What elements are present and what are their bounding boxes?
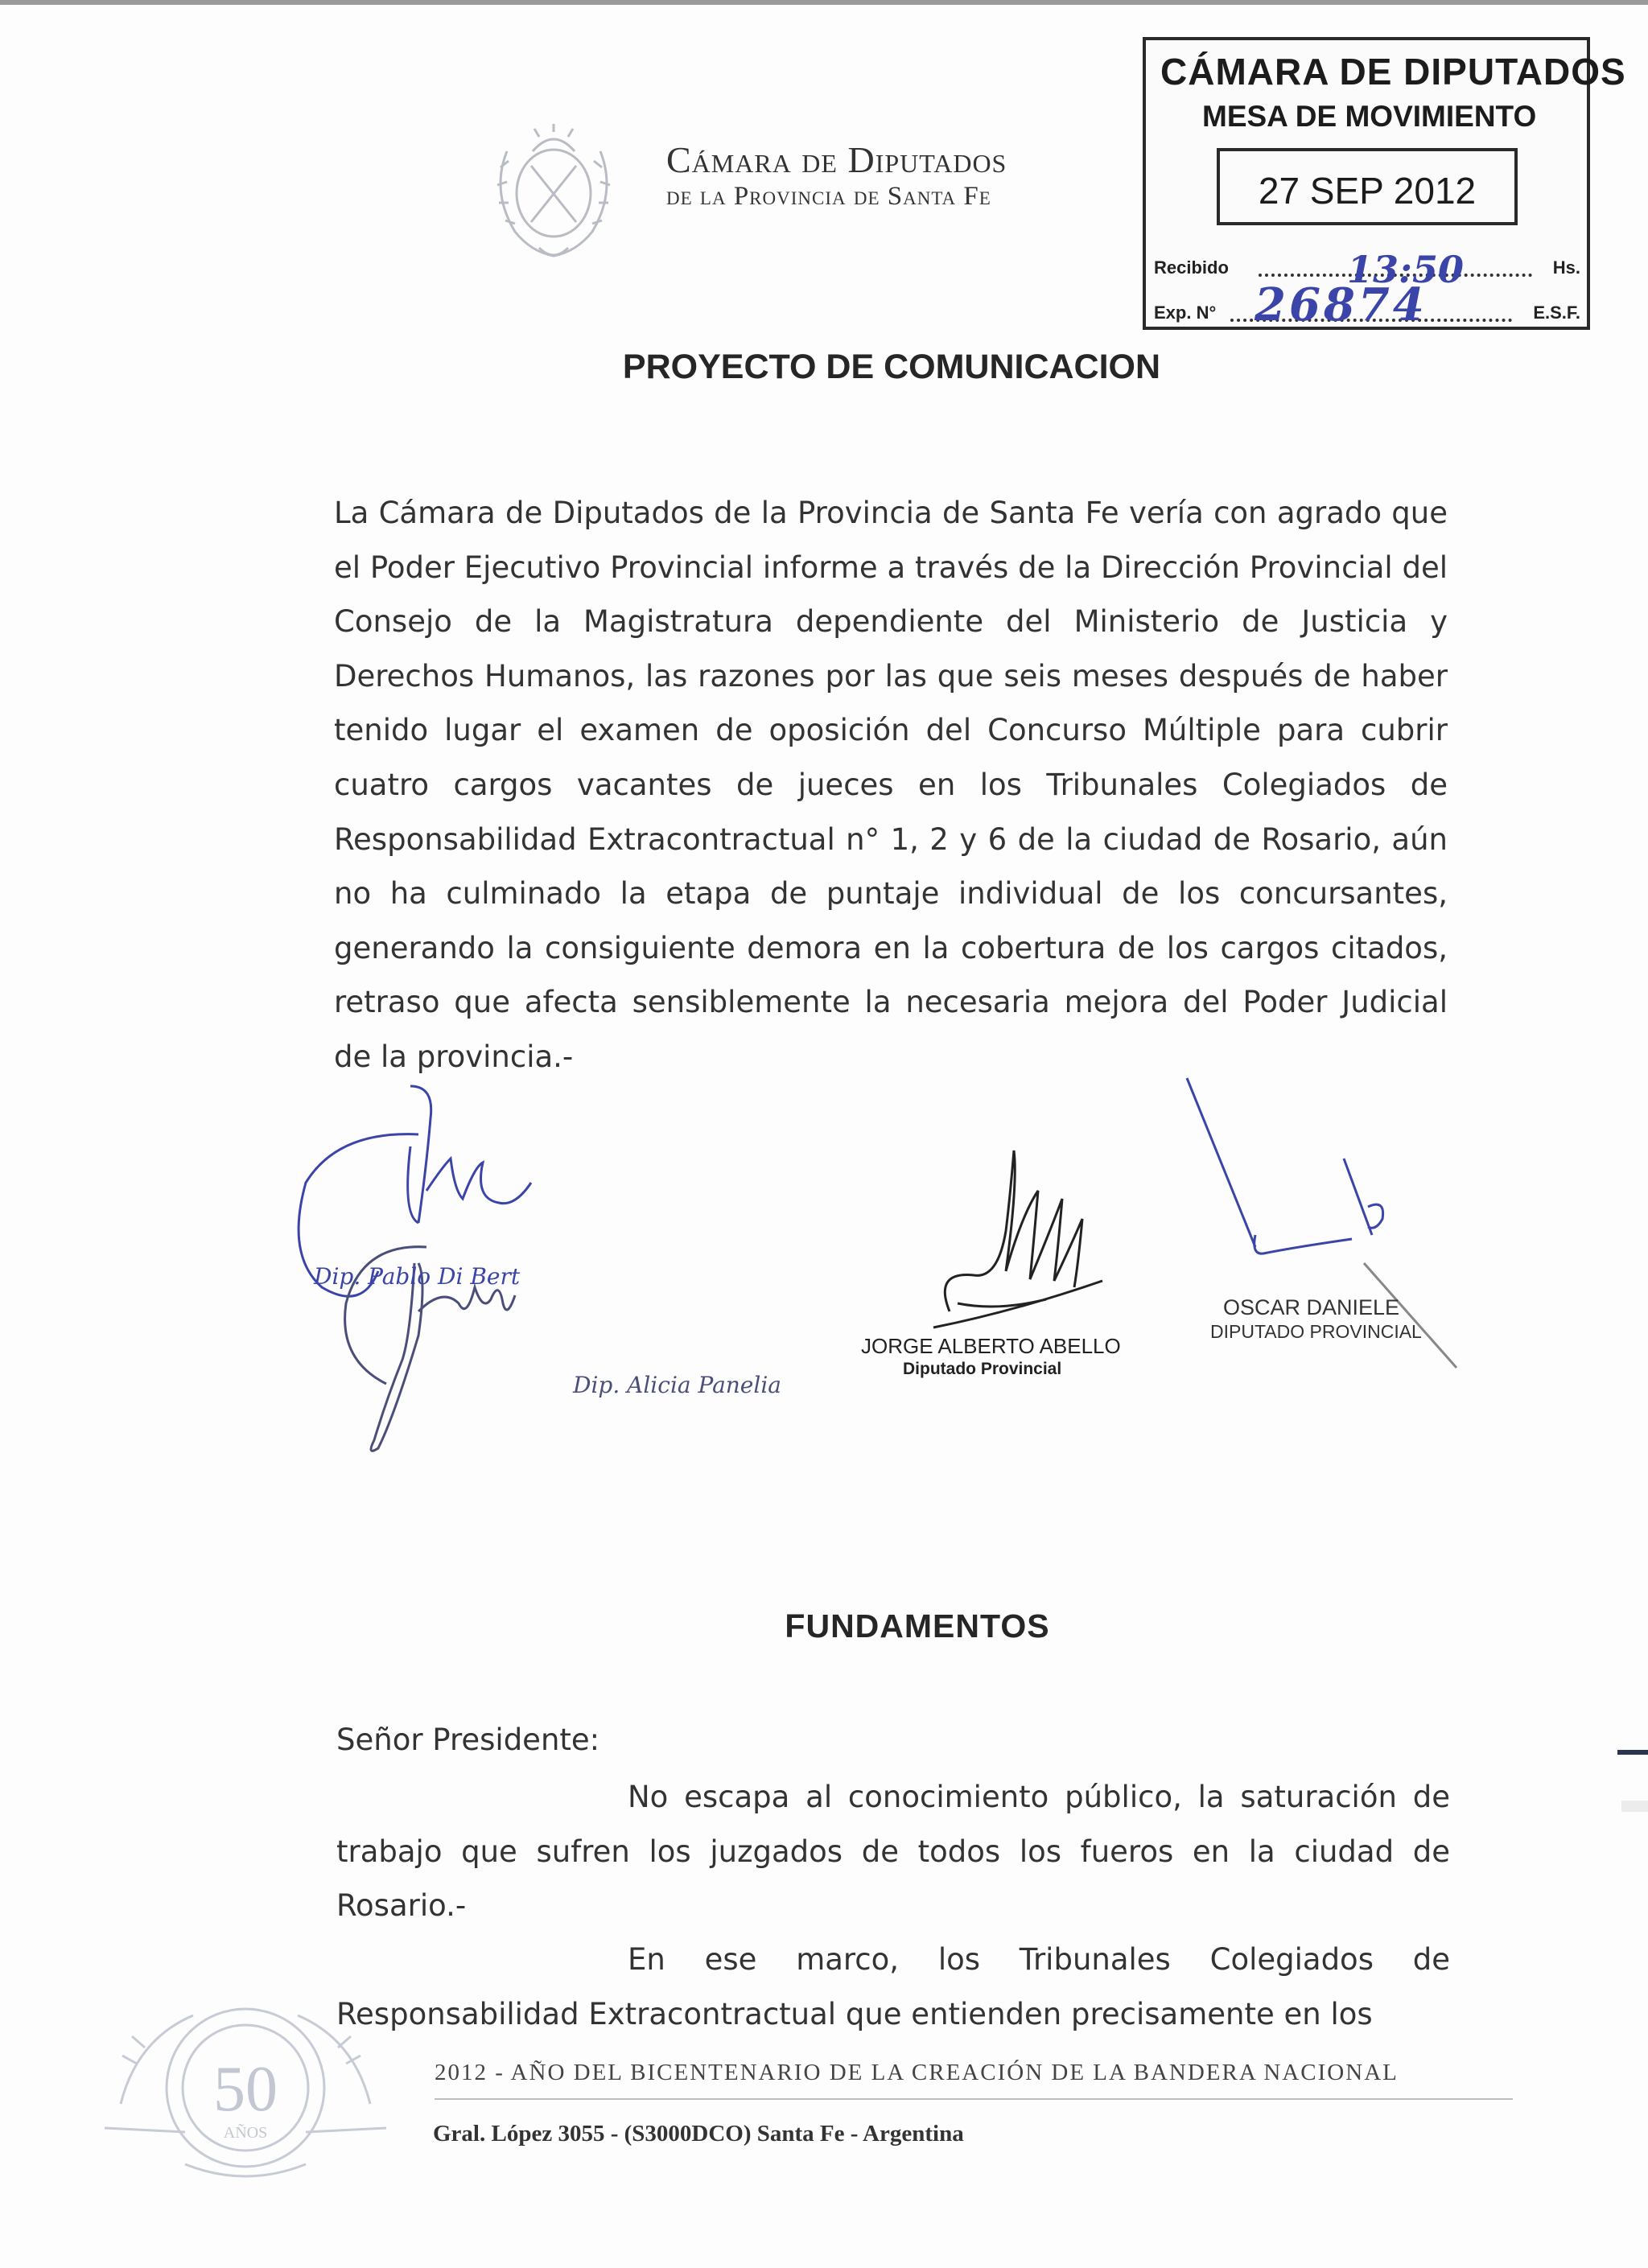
stamp-subtitle: MESA DE MOVIMIENTO — [1202, 100, 1537, 133]
signature-3-stroke — [933, 1281, 1102, 1327]
institution-name: Cámara de Diputados — [666, 139, 1007, 180]
signature-3-stroke — [945, 1150, 1082, 1311]
stamp-date-box — [1217, 148, 1518, 225]
signature-4-name: OSCAR DANIELE — [1223, 1295, 1400, 1319]
footer-address: Gral. López 3055 - (S3000DCO) Santa Fe - Argentina — [433, 2121, 964, 2147]
institution-province: de la Provincia de Santa Fe — [666, 182, 991, 211]
stamp-exp-handwritten: 26874 — [1255, 278, 1428, 331]
stamp-date: 27 SEP 2012 — [1258, 170, 1477, 212]
anniversary-seal-icon — [89, 1991, 402, 2192]
seal-text: AÑOS — [223, 2124, 268, 2142]
scan-edge-mark — [1621, 1801, 1648, 1812]
fundamentos-paragraph-1: No escapa al conocimiento público, la saturación de trabajo que sufren los juzgados de todos los fueros en la ciudad de Rosario.- — [336, 1780, 1450, 1924]
signature-3-title: Diputado Provincial — [903, 1360, 1062, 1378]
fundamentos-paragraph-2: En ese marco, los Tribunales Colegiados de Responsabilidad Extracontractual que entienden precisamente en los — [336, 1942, 1450, 2031]
signature-4-stroke — [1255, 1159, 1383, 1253]
fundamentos-heading: FUNDAMENTOS — [785, 1607, 1050, 1644]
stamp-received-unit: Hs. — [1552, 257, 1580, 278]
signature-1-stroke — [408, 1086, 531, 1223]
signature-2-stroke — [418, 1287, 515, 1311]
footer-divider — [435, 2098, 1513, 2100]
signature-4-title: DIPUTADO PROVINCIAL — [1210, 1321, 1422, 1342]
signatures-area — [290, 1070, 1497, 1472]
stamp-title: CÁMARA DE DIPUTADOS — [1160, 51, 1626, 93]
stamp-received-label: Recibido — [1154, 257, 1229, 278]
salutation: Señor Presidente: — [336, 1723, 600, 1757]
document-title: PROYECTO DE COMUNICACION — [622, 348, 1161, 386]
seal-number: 50 — [213, 2054, 278, 2125]
top-edge — [0, 0, 1648, 5]
provincial-emblem-icon — [483, 119, 624, 264]
reception-stamp — [1143, 37, 1626, 331]
signature-4-stroke — [1187, 1078, 1255, 1247]
signature-1-name: Dip. Pablo Di Bert — [314, 1263, 521, 1290]
stamp-exp-unit: E.S.F. — [1533, 303, 1580, 323]
stamp-received-handwritten: 13:50 — [1347, 248, 1465, 291]
stamp-exp-row — [1154, 278, 1580, 331]
signature-2-name: Dip. Alicia Panelia — [573, 1372, 781, 1398]
footer-motto: 2012 - AÑO DEL BICENTENARIO DE LA CREACIÓN DE LA BANDERA NACIONAL — [435, 2060, 1399, 2085]
document-body: La Cámara de Diputados de la Provincia de Santa Fe vería con agrado que el Poder Ejecutivo Provincial informe a través de la Dirección Provincial del Consejo de la Magistratura dependiente del Ministerio de Justicia y Derechos Humanos, las razones por las que seis meses después de haber tenido lugar el examen de oposición del Concurso Múltiple para cubrir cuatro cargos vacantes de jueces en los Tribunales Colegiados de Responsabilidad Extracontractual n° 1, 2 y 6 de la ciudad de Rosario, aún no ha culminado la etapa de puntaje individual de los concursantes, generando la consiguiente demora en la cobertura de los cargos citados, retraso que afecta sensiblemente la necesaria mejora del Poder Judicial de la provincia.- — [334, 496, 1448, 1074]
scan-edge-mark — [1617, 1750, 1648, 1755]
signature-3-name: JORGE ALBERTO ABELLO — [861, 1334, 1121, 1358]
stamp-exp-label: Exp. N° — [1154, 303, 1217, 323]
